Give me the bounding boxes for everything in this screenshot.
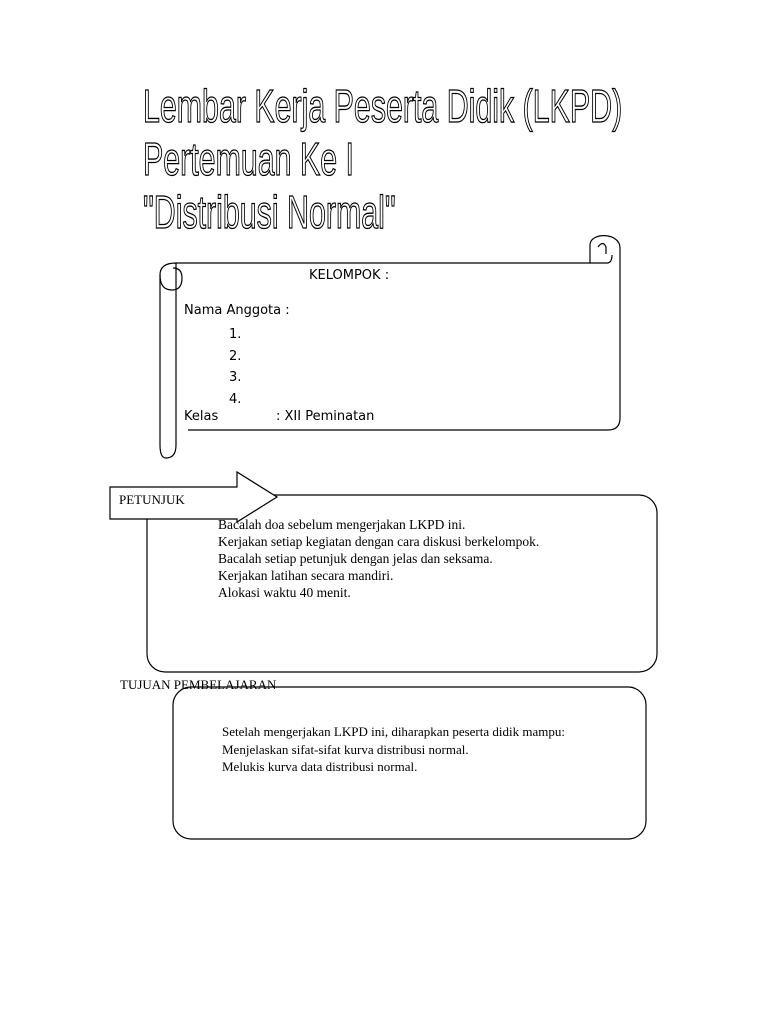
anggota-label: Nama Anggota : (184, 303, 290, 318)
tujuan-intro: Setelah mengerjakan LKPD ini, diharapkan peserta didik mampu: (222, 724, 565, 739)
member-list (229, 324, 241, 410)
member-item: 3. (229, 370, 242, 385)
member-item: 1. (229, 327, 242, 342)
tujuan-item: Melukis kurva data distribusi normal. (222, 759, 418, 774)
petunjuk-list (218, 516, 539, 601)
petunjuk-item: Alokasi waktu 40 menit. (218, 585, 351, 600)
tujuan-item: Menjelaskan sifat-sifat kurva distribusi normal. (222, 741, 469, 757)
petunjuk-item: Bacalah doa sebelum mengerjakan LKPD ini. (218, 517, 466, 532)
kelas-value: : XII Peminatan (276, 409, 375, 424)
petunjuk-item: Bacalah setiap petunjuk dengan jelas dan seksama. (218, 551, 493, 566)
title-line-1: Lembar Kerja Peserta Didik (LKPD) (143, 80, 623, 132)
member-item: 2. (229, 348, 242, 364)
tujuan-label: TUJUAN PEMBELAJARAN (120, 677, 277, 692)
tujuan-text (222, 723, 565, 776)
kelas-label: Kelas (184, 409, 219, 424)
title-line-3: "Distribusi Normal" (143, 186, 396, 238)
member-item: 4. (229, 391, 242, 407)
title-line-2: Pertemuan Ke I (143, 133, 354, 185)
kelompok-label: KELOMPOK : (309, 268, 390, 283)
petunjuk-item: Kerjakan latihan secara mandiri. (218, 568, 394, 583)
petunjuk-item: Kerjakan setiap kegiatan dengan cara diskusi berkelompok. (218, 534, 540, 549)
petunjuk-label: PETUNJUK (119, 492, 185, 507)
